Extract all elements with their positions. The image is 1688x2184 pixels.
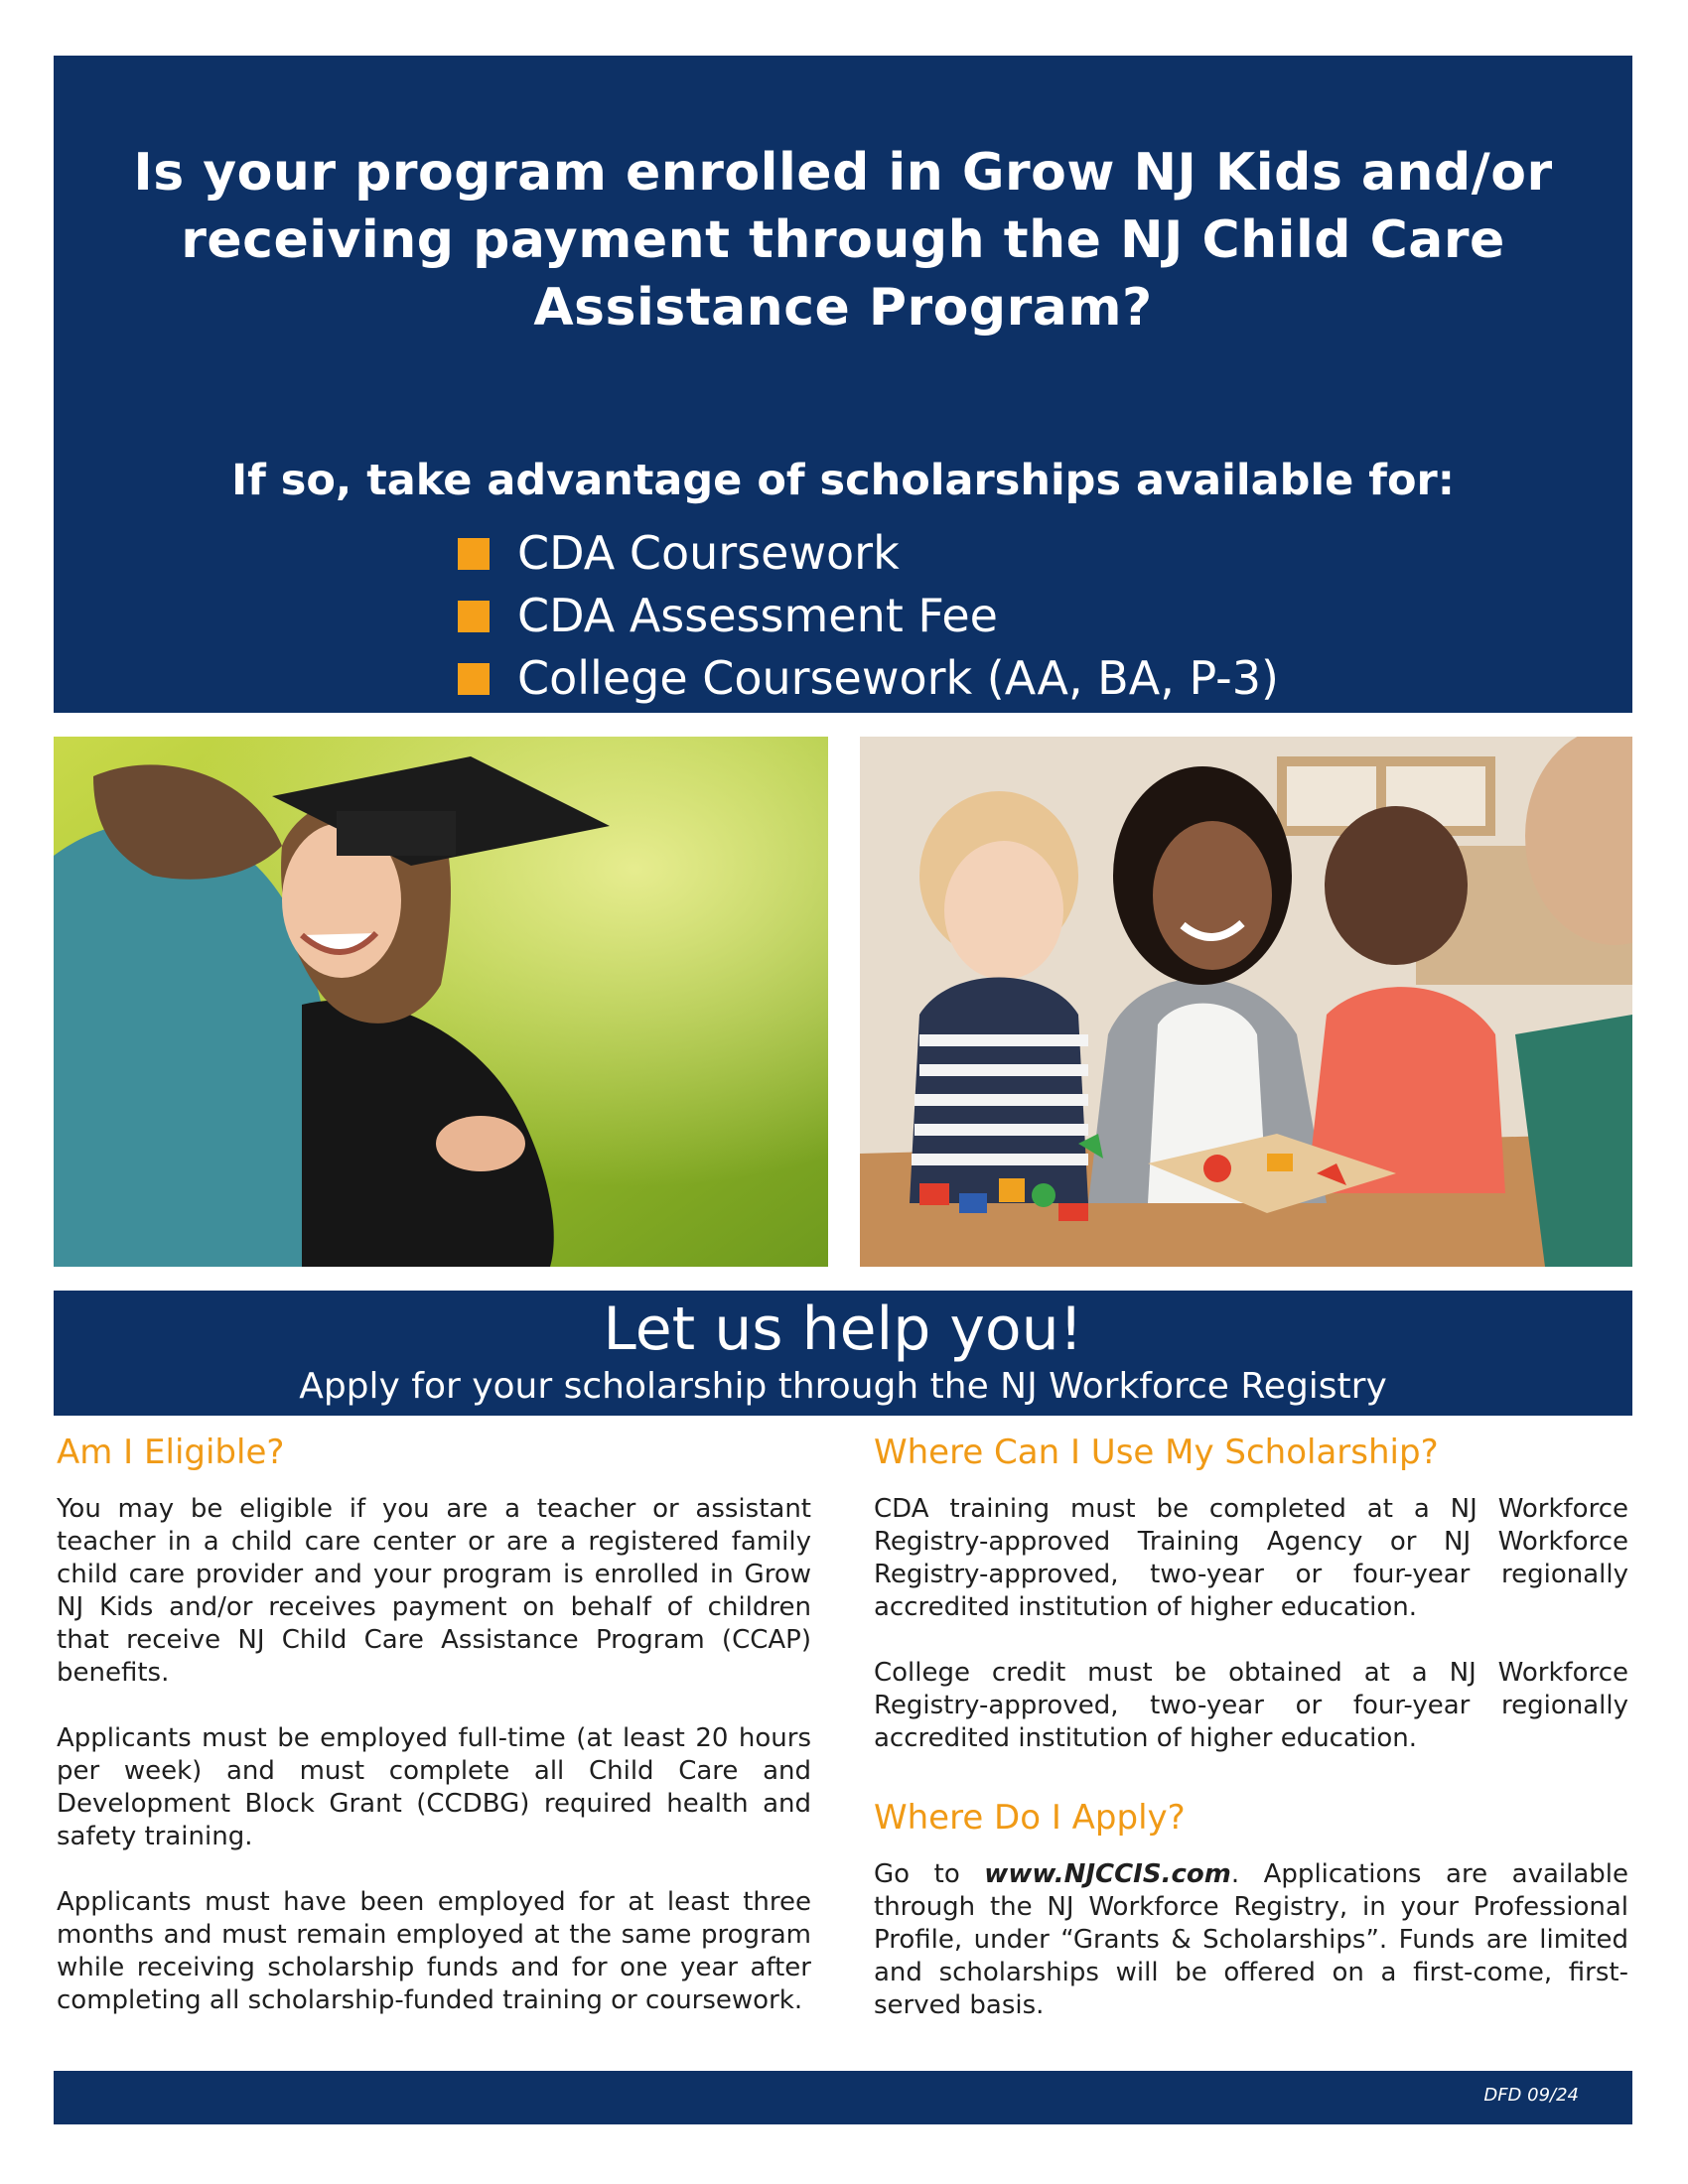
- where-use-paragraph: College credit must be obtained at a NJ Workforce Registry-approved, two-year or four-year regionally accredited institution of higher education.: [874, 1658, 1628, 1753]
- scholarship-use-column: [874, 1430, 1628, 2022]
- njccis-link[interactable]: www.NJCCIS.com: [984, 1859, 1231, 1889]
- where-use-paragraph: CDA training must be completed at a NJ Workforce Registry-approved Training Agency or NJ Workforce Registry-approved, two-year or four-year regionally accredited institution of higher education.: [874, 1494, 1628, 1622]
- orange-square-bullet-icon: [458, 601, 490, 632]
- eligibility-paragraph: Applicants must have been employed for at least three months and must remain employed at the same program while receiving scholarship funds and for one year after completing all scholarship-funded training or coursework.: [57, 1887, 811, 2015]
- list-item-label: CDA Assessment Fee: [517, 589, 998, 642]
- help-subheading: Apply for your scholarship through the NJ Workforce Registry: [299, 1366, 1387, 1407]
- scholarship-list: [458, 522, 1279, 710]
- where-apply-text: . Applications are available through the NJ Workforce Registry, in your Professional Profile, under “Grants & Scholarships”. Funds are limited and scholarships will be offered on a first-come, first-served basis.: [874, 1859, 1629, 2020]
- where-use-heading: Where Can I Use My Scholarship?: [874, 1433, 1439, 1472]
- where-apply-heading: Where Do I Apply?: [874, 1798, 1186, 1838]
- where-apply-prefix: Go to: [874, 1859, 985, 1889]
- footer-bar: [54, 2071, 1632, 2124]
- list-item-label: College Coursework (AA, BA, P-3): [517, 651, 1279, 705]
- help-heading: Let us help you!: [603, 1295, 1083, 1364]
- where-apply-paragraph: [874, 1858, 1628, 2022]
- eligibility-heading: Am I Eligible?: [57, 1433, 285, 1472]
- document-code: DFD 09/24: [1483, 2085, 1579, 2106]
- graduate-hug-photo: [54, 737, 828, 1267]
- eligibility-column: [57, 1430, 811, 2017]
- eligibility-paragraph: Applicants must be employed full-time (at least 20 hours per week) and must complete all Child Care and Development Block Grant (CCDBG) required health and safety training.: [57, 1723, 811, 1851]
- orange-square-bullet-icon: [458, 538, 490, 570]
- help-banner: [54, 1291, 1632, 1416]
- hero-banner: [54, 56, 1632, 713]
- eligibility-paragraph: You may be eligible if you are a teacher or assistant teacher in a child care center or are a registered family child care provider and your program is enrolled in Grow NJ Kids and/or receives payment on behalf of children that receive NJ Child Care Assistance Program (CCAP) benefits.: [57, 1494, 811, 1688]
- orange-square-bullet-icon: [458, 663, 490, 695]
- list-item-label: CDA Coursework: [517, 526, 900, 580]
- list-item: [458, 522, 1279, 585]
- hero-title: Is your program enrolled in Grow NJ Kids and/or receiving payment through the NJ Child Care Assistance Program?: [133, 143, 1553, 338]
- list-item: [458, 585, 1279, 647]
- hero-subtitle: If so, take advantage of scholarships available for:: [231, 456, 1455, 505]
- classroom-children-photo: [860, 737, 1632, 1267]
- list-item: [458, 647, 1279, 710]
